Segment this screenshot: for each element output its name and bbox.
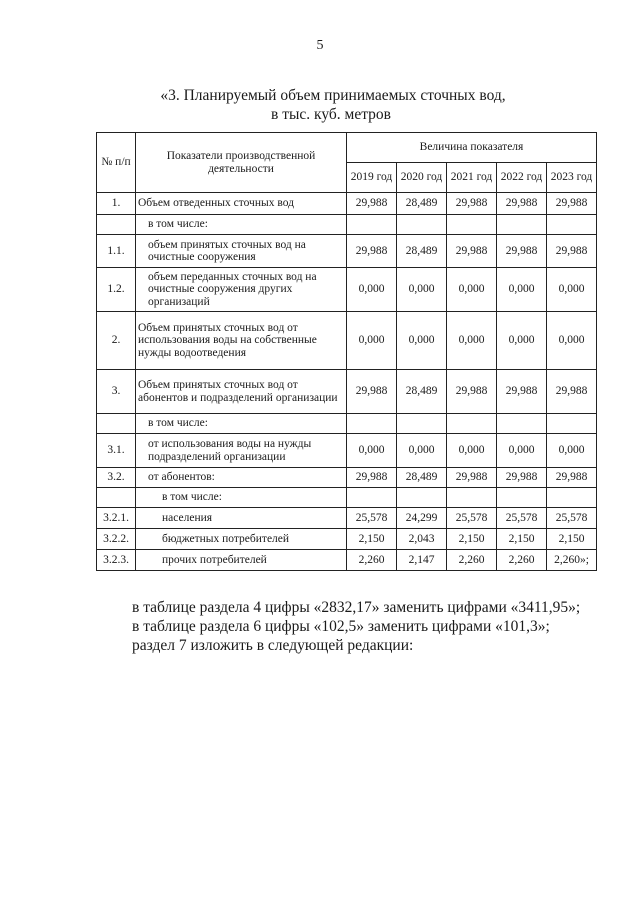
header-year: 2023 год	[547, 163, 597, 193]
row-value	[547, 414, 597, 434]
row-indicator: бюджетных потребителей	[136, 529, 347, 550]
row-value	[347, 215, 397, 235]
row-value: 25,578	[347, 508, 397, 529]
row-value	[447, 215, 497, 235]
table-row	[97, 215, 597, 235]
row-value: 2,260	[347, 550, 397, 571]
table-row	[97, 488, 597, 508]
row-value: 29,988	[347, 370, 397, 414]
row-value	[447, 488, 497, 508]
row-number: 3.2.	[97, 468, 136, 488]
row-number	[97, 414, 136, 434]
row-indicator: от абонентов:	[136, 468, 347, 488]
row-value	[347, 488, 397, 508]
row-value: 2,147	[397, 550, 447, 571]
row-value: 0,000	[547, 434, 597, 468]
row-value: 2,150	[447, 529, 497, 550]
row-number: 1.	[97, 193, 136, 215]
instruction-line: в таблице раздела 6 цифры «102,5» заменить цифрами «101,3»;	[132, 618, 550, 635]
row-value: 0,000	[547, 268, 597, 312]
row-indicator: в том числе:	[136, 215, 347, 235]
row-value: 29,988	[497, 468, 547, 488]
row-value: 0,000	[547, 312, 597, 370]
header-num: № п/п	[97, 133, 136, 193]
row-value: 29,988	[347, 193, 397, 215]
instruction-line: раздел 7 изложить в следующей редакции:	[132, 637, 414, 654]
row-value	[447, 414, 497, 434]
table-row	[97, 268, 597, 312]
table-row	[97, 434, 597, 468]
instruction-line: в таблице раздела 4 цифры «2832,17» заменить цифрами «3411,95»;	[132, 599, 581, 616]
row-indicator: Объем отведенных сточных вод	[136, 193, 347, 215]
row-number: 3.1.	[97, 434, 136, 468]
row-value: 29,988	[347, 235, 397, 268]
table-row	[97, 312, 597, 370]
header-indicator: Показатели производственной деятельности	[136, 133, 347, 193]
row-indicator: населения	[136, 508, 347, 529]
table-row	[97, 414, 597, 434]
row-value: 29,988	[497, 193, 547, 215]
row-value: 2,150	[547, 529, 597, 550]
row-value	[397, 414, 447, 434]
row-value: 25,578	[497, 508, 547, 529]
row-value: 28,489	[397, 468, 447, 488]
amendment-instructions	[132, 598, 580, 655]
row-value	[497, 215, 547, 235]
table-row	[97, 193, 597, 215]
row-value	[547, 215, 597, 235]
section-heading-line-1: «3. Планируемый объем принимаемых сточных вод,	[160, 87, 506, 104]
header-year: 2019 год	[347, 163, 397, 193]
row-value	[547, 488, 597, 508]
row-value: 29,988	[547, 468, 597, 488]
row-indicator: Объем принятых сточных вод от использования воды на собственные нужды водоотведения	[136, 312, 347, 370]
row-number: 1.2.	[97, 268, 136, 312]
table-row	[97, 468, 597, 488]
row-number: 2.	[97, 312, 136, 370]
row-value: 0,000	[447, 434, 497, 468]
row-value: 25,578	[447, 508, 497, 529]
row-number: 3.	[97, 370, 136, 414]
row-number: 1.1.	[97, 235, 136, 268]
row-value: 29,988	[447, 370, 497, 414]
row-value: 28,489	[397, 193, 447, 215]
row-indicator: объем принятых сточных вод на очистные сооружения	[136, 235, 347, 268]
row-value: 29,988	[447, 235, 497, 268]
row-value: 28,489	[397, 235, 447, 268]
header-year: 2020 год	[397, 163, 447, 193]
row-value: 29,988	[497, 370, 547, 414]
row-value: 0,000	[397, 312, 447, 370]
row-value: 2,150	[497, 529, 547, 550]
section-heading-line-2: в тыс. куб. метров	[271, 106, 391, 123]
row-indicator: в том числе:	[136, 488, 347, 508]
row-value: 0,000	[347, 434, 397, 468]
row-value: 29,988	[347, 468, 397, 488]
row-value: 0,000	[497, 268, 547, 312]
row-value: 2,260»;	[547, 550, 597, 571]
table-row	[97, 370, 597, 414]
row-number: 3.2.2.	[97, 529, 136, 550]
row-number: 3.2.1.	[97, 508, 136, 529]
row-value: 0,000	[397, 268, 447, 312]
table-body	[97, 193, 597, 571]
table-row	[97, 529, 597, 550]
row-value: 2,043	[397, 529, 447, 550]
row-value: 24,299	[397, 508, 447, 529]
row-value: 25,578	[547, 508, 597, 529]
row-indicator: от использования воды на нужды подразделений организации	[136, 434, 347, 468]
row-value: 29,988	[497, 235, 547, 268]
row-value	[497, 414, 547, 434]
row-indicator: в том числе:	[136, 414, 347, 434]
row-value	[347, 414, 397, 434]
row-value: 0,000	[397, 434, 447, 468]
row-value: 29,988	[547, 235, 597, 268]
table-row	[97, 550, 597, 571]
row-value: 0,000	[447, 312, 497, 370]
row-value: 29,988	[547, 193, 597, 215]
row-number	[97, 488, 136, 508]
row-value: 2,260	[447, 550, 497, 571]
row-value: 28,489	[397, 370, 447, 414]
row-number	[97, 215, 136, 235]
row-value: 0,000	[447, 268, 497, 312]
section-heading	[0, 86, 640, 124]
row-number: 3.2.3.	[97, 550, 136, 571]
row-indicator: прочих потребителей	[136, 550, 347, 571]
wastewater-volume-table	[96, 132, 597, 571]
row-value	[497, 488, 547, 508]
row-value: 2,150	[347, 529, 397, 550]
table-row	[97, 235, 597, 268]
row-value: 0,000	[497, 434, 547, 468]
row-indicator: объем переданных сточных вод на очистные сооружения других организаций	[136, 268, 347, 312]
header-year: 2022 год	[497, 163, 547, 193]
row-value: 29,988	[547, 370, 597, 414]
row-value: 0,000	[347, 312, 397, 370]
row-value	[397, 488, 447, 508]
page-number: 5	[316, 38, 324, 53]
table-row	[97, 508, 597, 529]
row-indicator: Объем принятых сточных вод от абонентов и подразделений организации	[136, 370, 347, 414]
row-value	[397, 215, 447, 235]
row-value: 2,260	[497, 550, 547, 571]
header-value-group: Величина показателя	[347, 133, 597, 163]
row-value: 29,988	[447, 193, 497, 215]
row-value: 0,000	[347, 268, 397, 312]
row-value: 0,000	[497, 312, 547, 370]
header-year: 2021 год	[447, 163, 497, 193]
row-value: 29,988	[447, 468, 497, 488]
